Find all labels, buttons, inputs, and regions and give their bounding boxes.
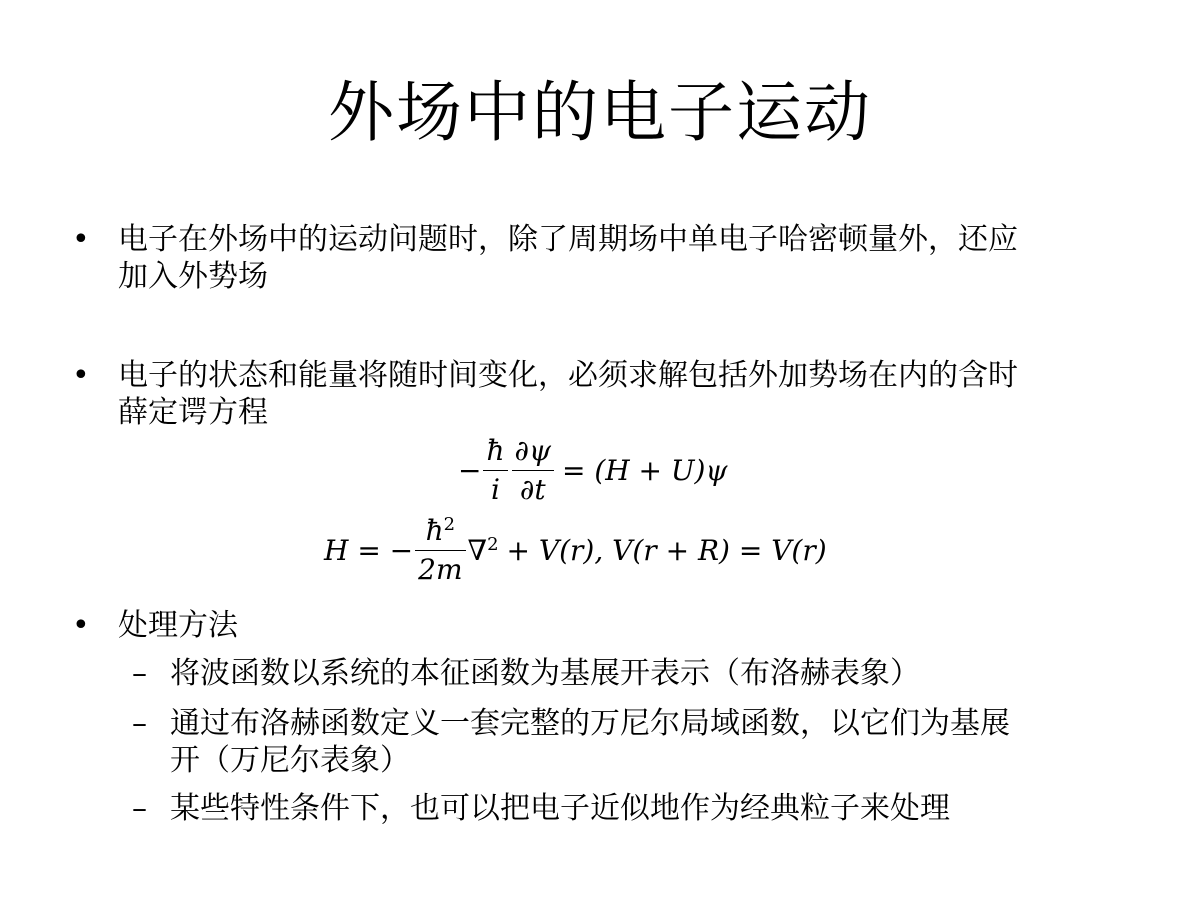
eq2-nabla bbox=[468, 534, 499, 567]
bullet-2-line-2: 薛定谔方程 bbox=[118, 395, 268, 430]
sub-item-1-line-1: 将波函数以系统的本征函数为基展开表示（布洛赫表象） bbox=[170, 656, 920, 691]
eq2-hbar-exponent: 2 bbox=[443, 514, 456, 535]
eq2-lhs: H = − bbox=[324, 534, 414, 567]
eq1-frac1-numerator: ħ bbox=[483, 434, 507, 471]
slide-title: 外场中的电子运动 bbox=[328, 74, 872, 151]
eq1-fraction-hbar-i bbox=[483, 434, 507, 507]
sub-item-2-line-2: 开（万尼尔表象） bbox=[170, 743, 410, 778]
sub-item-marker: – bbox=[132, 656, 147, 691]
eq1-frac1-denominator: i bbox=[491, 473, 500, 506]
bullet-3-line-1: 处理方法 bbox=[118, 608, 238, 643]
bullet-marker: • bbox=[72, 222, 90, 257]
sub-item-3-line-1: 某些特性条件下，也可以把电子近似地作为经典粒子来处理 bbox=[170, 791, 950, 826]
equation-hamiltonian bbox=[324, 514, 827, 587]
eq1-rhs: = (H + U)ψ bbox=[561, 454, 728, 487]
eq2-frac-denominator: 2m bbox=[418, 553, 463, 586]
bullet-1-line-1: 电子在外场中的运动问题时，除了周期场中单电子哈密顿量外，还应 bbox=[118, 222, 1018, 257]
eq2-fraction bbox=[415, 514, 465, 587]
sub-item-marker: – bbox=[132, 791, 147, 826]
eq1-fraction-partial bbox=[512, 434, 554, 507]
eq2-nabla-symbol: ∇ bbox=[467, 534, 488, 567]
equation-schrodinger bbox=[458, 434, 727, 507]
bullet-2-line-1: 电子的状态和能量将随时间变化，必须求解包括外加势场在内的含时 bbox=[118, 358, 1018, 393]
sub-item-marker: – bbox=[132, 706, 147, 741]
eq2-nabla-exponent: 2 bbox=[487, 534, 499, 555]
eq1-minus: − bbox=[458, 454, 482, 487]
eq2-frac-numerator bbox=[415, 514, 465, 551]
bullet-marker: • bbox=[72, 358, 90, 393]
sub-item-2-line-1: 通过布洛赫函数定义一套完整的万尼尔局域函数，以它们为基展 bbox=[170, 706, 1010, 741]
eq1-frac2-numerator: ∂ψ bbox=[512, 434, 554, 471]
eq1-frac2-denominator: ∂t bbox=[519, 473, 546, 506]
bullet-marker: • bbox=[72, 608, 90, 643]
eq2-hbar: ħ bbox=[425, 514, 444, 547]
eq2-rhs: + V(r), V(r + R) = V(r) bbox=[506, 534, 827, 567]
bullet-1-line-2: 加入外势场 bbox=[118, 259, 268, 294]
